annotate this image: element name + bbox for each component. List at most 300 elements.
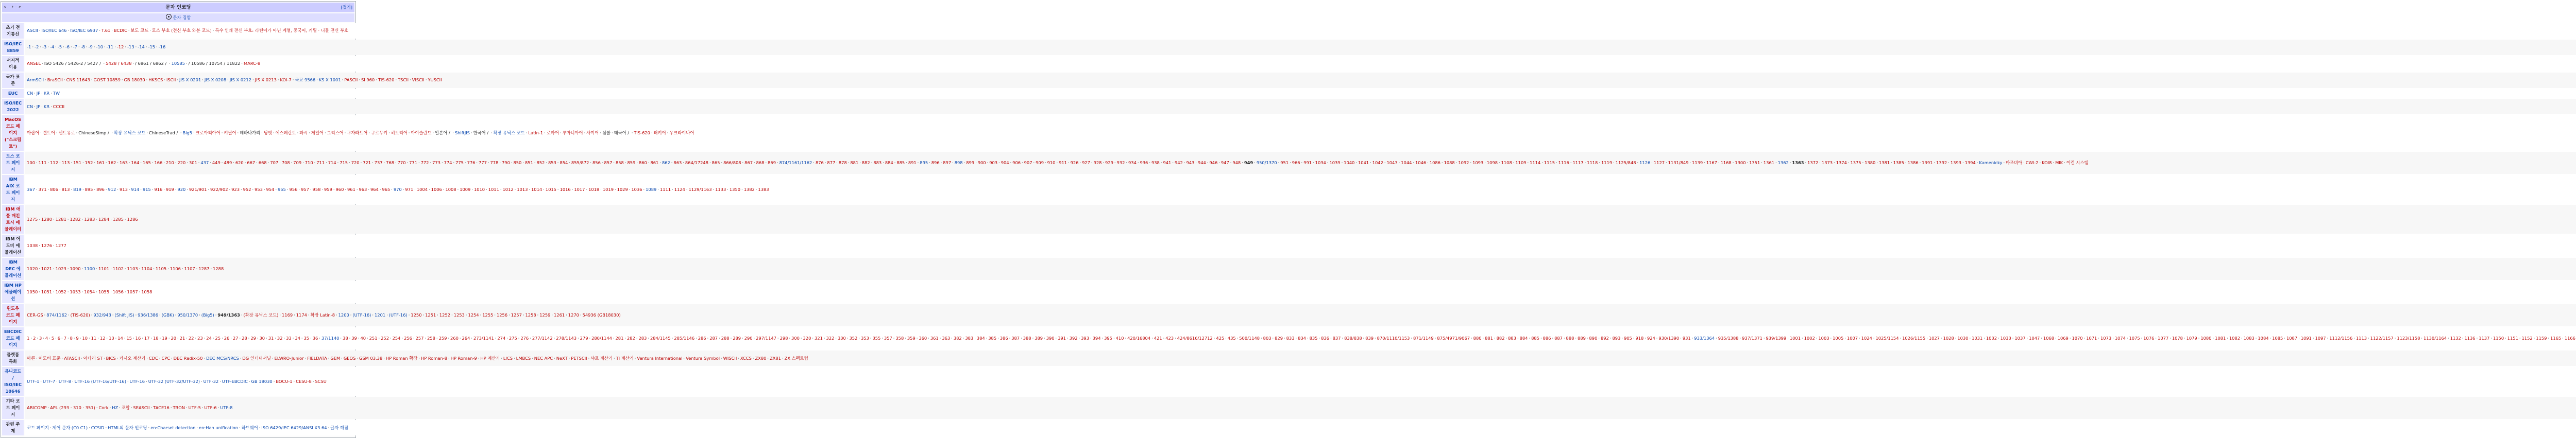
list-item-link[interactable]: 277/1142	[532, 336, 553, 341]
list-item-link[interactable]: 806	[50, 186, 58, 192]
list-item-link[interactable]: 1018	[588, 186, 600, 192]
list-item-link[interactable]: 382	[953, 336, 962, 341]
list-item-link[interactable]: 1259	[539, 312, 551, 318]
list-item-link[interactable]: 864/17248	[685, 160, 708, 166]
list-item-link[interactable]: 1074	[2114, 336, 2126, 341]
list-item-link[interactable]: 구르무키	[371, 130, 388, 136]
list-item-link[interactable]: 1103	[127, 266, 138, 272]
list-item-link[interactable]: 489	[224, 160, 232, 166]
list-item-link[interactable]: MIK	[2055, 160, 2063, 166]
list-item-link[interactable]: 4	[45, 336, 48, 341]
list-item-link[interactable]: 1131/849	[1668, 160, 1689, 166]
list-item-link[interactable]: 859	[627, 160, 636, 166]
list-item-link[interactable]: 1373	[1821, 160, 1833, 166]
list-item-link[interactable]: 953	[255, 186, 263, 192]
list-item-link[interactable]: DEC MCS/NRCS	[206, 355, 239, 361]
list-item-link[interactable]: 829	[1275, 336, 1283, 341]
list-item-link[interactable]: 881	[1485, 336, 1493, 341]
list-item-link[interactable]: 1037	[2014, 336, 2026, 341]
list-item-link[interactable]: 54936 (GB18030)	[582, 312, 621, 318]
list-item-link[interactable]: 1258	[525, 312, 536, 318]
list-item-link[interactable]: 280/1144	[591, 336, 612, 341]
list-item-link[interactable]: 884	[1519, 336, 1528, 341]
list-item-link[interactable]: 876	[815, 160, 824, 166]
vte-edit-link[interactable]: e	[19, 5, 22, 9]
list-item-link[interactable]: 952	[243, 186, 251, 192]
list-item-link[interactable]: 711	[316, 160, 325, 166]
list-item-link[interactable]: 10	[82, 336, 88, 341]
list-item-link[interactable]: 210	[165, 160, 174, 166]
list-item-link[interactable]: UTF-32 (UTF-32/UTF-32)	[148, 378, 200, 384]
list-item-link[interactable]: 1122/1157	[2370, 336, 2394, 341]
group-label[interactable]: ISO/IEC 2022	[2, 99, 24, 114]
list-item-link[interactable]: 1127	[1653, 160, 1665, 166]
list-item-link[interactable]: NEC APC	[534, 355, 553, 361]
list-item-link[interactable]: 1381	[1878, 160, 1890, 166]
list-item-link[interactable]: 1071	[2086, 336, 2097, 341]
list-item-link[interactable]: 1034	[1315, 160, 1326, 166]
group-label[interactable]: 도스 코드 페이지	[2, 152, 24, 174]
list-item-link[interactable]: 900	[977, 160, 986, 166]
list-item-link[interactable]: BICS	[106, 355, 116, 361]
list-item-link[interactable]: 944	[1197, 160, 1206, 166]
list-item-link[interactable]: 29	[250, 336, 256, 341]
list-item-link[interactable]: 1124	[674, 186, 685, 192]
list-item-link[interactable]: 320	[803, 336, 811, 341]
list-item-link[interactable]: 1117	[1572, 160, 1584, 166]
list-item-link[interactable]: 423	[1165, 336, 1174, 341]
list-item-link[interactable]: 905	[1623, 336, 1632, 341]
list-item-link[interactable]: 420/16804	[1127, 336, 1151, 341]
list-item-link[interactable]: 385	[988, 336, 997, 341]
list-item-link[interactable]: 394	[1092, 336, 1101, 341]
list-item-link[interactable]: JIS X 0212	[229, 77, 251, 83]
list-item-link[interactable]: 3	[39, 336, 42, 341]
list-item-link[interactable]: 1282	[70, 216, 81, 222]
list-item-link[interactable]: UTF-16 (UTF-16/UTF-16)	[74, 378, 126, 384]
list-item-link[interactable]: 국교 9566	[295, 77, 316, 83]
list-item-link[interactable]: 352	[849, 336, 858, 341]
list-item-link[interactable]: 21	[179, 336, 185, 341]
list-item-link[interactable]: 1020	[27, 266, 38, 272]
list-item-link[interactable]: 951	[1280, 160, 1289, 166]
list-item-link[interactable]: KR	[43, 91, 50, 96]
list-item-link[interactable]: 710	[304, 160, 313, 166]
list-item-link[interactable]: 1038	[27, 243, 38, 249]
list-item-link[interactable]: 289	[733, 336, 741, 341]
list-item-link[interactable]: 코드 페이지	[27, 425, 49, 430]
list-item-link[interactable]: 895	[84, 186, 93, 192]
list-item-link[interactable]: 360	[919, 336, 927, 341]
list-item-link[interactable]: 850	[513, 160, 522, 166]
list-item-link[interactable]: 923	[231, 186, 240, 192]
list-item-link[interactable]: 1083	[2243, 336, 2255, 341]
list-item-link[interactable]: 384	[976, 336, 985, 341]
list-item-link[interactable]: UTF-8	[58, 378, 71, 384]
list-item-link[interactable]: 737	[374, 160, 383, 166]
list-item-link[interactable]: 1047	[2029, 336, 2040, 341]
list-item-link[interactable]: 23	[197, 336, 203, 341]
list-item-link[interactable]: 1033	[2000, 336, 2011, 341]
list-item-link[interactable]: 776	[467, 160, 476, 166]
list-item-link[interactable]: GEOS	[343, 355, 356, 361]
list-item-link[interactable]: 772	[420, 160, 429, 166]
list-item-link[interactable]: 30	[259, 336, 265, 341]
vte-talk-link[interactable]: t	[11, 5, 14, 9]
list-item-link[interactable]: 912	[108, 186, 116, 192]
list-item-link[interactable]: 164	[131, 160, 140, 166]
list-item-link[interactable]: 13	[109, 336, 114, 341]
list-item-link[interactable]: 934	[1128, 160, 1137, 166]
list-item-link[interactable]: -13	[127, 44, 134, 50]
list-item-link[interactable]: 38	[343, 336, 348, 341]
list-item-link[interactable]: 8	[70, 336, 73, 341]
list-item-link[interactable]: 252	[381, 336, 389, 341]
list-item-link[interactable]: KOI8	[2042, 160, 2052, 166]
list-item-link[interactable]: 911	[1059, 160, 1067, 166]
list-item-link[interactable]: 363	[942, 336, 951, 341]
list-item-link[interactable]: 929	[1105, 160, 1113, 166]
list-item-link[interactable]: 1015	[545, 186, 556, 192]
list-item-link[interactable]: 1393	[1950, 160, 1961, 166]
list-item-link[interactable]: 1046	[1415, 160, 1427, 166]
list-item-link[interactable]: BraSCII	[47, 77, 63, 83]
list-item-link[interactable]: 1016	[560, 186, 571, 192]
list-item-link[interactable]: 885	[1531, 336, 1539, 341]
list-item-link[interactable]: 862	[662, 160, 670, 166]
list-item-link[interactable]: 모스 부호 (전신 부호 와분 코드)	[151, 28, 212, 33]
list-item-link[interactable]: 1105	[156, 266, 167, 272]
list-item-link[interactable]: 1023	[55, 266, 66, 272]
list-item-link[interactable]: 1107	[184, 266, 195, 272]
list-item-link[interactable]: 297/1147	[756, 336, 776, 341]
list-item-link[interactable]: UTF-32	[203, 378, 219, 384]
list-item-link[interactable]: HP Roman-8	[420, 355, 448, 361]
list-item-link[interactable]: 163	[120, 160, 128, 166]
list-item-link[interactable]: 943	[1186, 160, 1195, 166]
list-item-link[interactable]: 774	[444, 160, 452, 166]
list-item-link[interactable]: 1043	[1386, 160, 1398, 166]
list-item-link[interactable]: 1010	[473, 186, 485, 192]
list-item-link[interactable]: 그리스어	[327, 130, 344, 136]
list-item-link[interactable]: 948	[1232, 160, 1241, 166]
group-label[interactable]: EBCDIC 코드 페이지	[2, 327, 24, 349]
list-item-link[interactable]: 1277	[55, 243, 66, 249]
list-item-link[interactable]: Big5	[182, 130, 193, 136]
list-item-link[interactable]: 사미어	[586, 130, 599, 136]
list-item-link[interactable]: 1281	[55, 216, 66, 222]
list-item-link[interactable]: 어도비 표준	[38, 355, 61, 361]
list-item-link[interactable]: 851	[524, 160, 533, 166]
list-item-link[interactable]: PASCII	[344, 77, 358, 83]
list-item-link[interactable]: 1300	[1735, 160, 1746, 166]
list-item-link[interactable]: 1075	[2129, 336, 2140, 341]
list-item-link[interactable]: 391	[1058, 336, 1066, 341]
list-item-link[interactable]: 856	[592, 160, 601, 166]
list-item-link[interactable]: 특수 인쇄 전신 부호: 라틴어가 아닌 계열, 중국어, 키릴 · 니들 전신 부호	[215, 28, 349, 33]
list-item-link[interactable]: 파시	[299, 130, 308, 136]
list-item-link[interactable]: 24	[206, 336, 212, 341]
list-item-link[interactable]: 881	[850, 160, 859, 166]
list-item-link[interactable]: 424/8616/12712	[1177, 336, 1213, 341]
list-item-link[interactable]: 터키어	[653, 130, 666, 136]
list-item-link[interactable]: 285/1146	[674, 336, 695, 341]
list-item-link[interactable]: 40	[360, 336, 366, 341]
list-item-link[interactable]: 947	[1221, 160, 1229, 166]
list-item-link[interactable]: 1003	[1818, 336, 1829, 341]
list-item-link[interactable]: 1115	[1544, 160, 1555, 166]
list-item-link[interactable]: 956	[289, 186, 298, 192]
list-item-link[interactable]: 991	[1303, 160, 1312, 166]
list-item-link[interactable]: 1133	[715, 186, 726, 192]
list-item-link[interactable]: TI 계산기	[616, 355, 634, 361]
list-item-link[interactable]: 확장 Latin-8	[310, 312, 335, 318]
list-item-link[interactable]: 1090	[70, 266, 81, 272]
list-item-link[interactable]: 1102	[112, 266, 124, 272]
list-item-link[interactable]: 927	[1082, 160, 1090, 166]
list-item-link[interactable]: 258	[427, 336, 435, 341]
list-item-link[interactable]: 273/1141	[473, 336, 494, 341]
list-item-link[interactable]: -16	[158, 44, 166, 50]
list-item-link[interactable]: 1007	[1846, 336, 1858, 341]
list-item-link[interactable]: 조합	[121, 405, 130, 411]
list-item-link[interactable]: 278/1143	[556, 336, 577, 341]
list-item-link[interactable]: 889	[1578, 336, 1586, 341]
list-item-link[interactable]: 775	[455, 160, 464, 166]
list-item-link[interactable]: JIS X 0208	[204, 77, 227, 83]
list-item-link[interactable]: 1119	[1601, 160, 1613, 166]
list-item-link[interactable]: 162	[108, 160, 116, 166]
list-item-link[interactable]: 우크라이나어	[669, 130, 694, 136]
list-item-link[interactable]: 165	[143, 160, 151, 166]
list-item-link[interactable]: KR	[43, 103, 50, 109]
list-item-link[interactable]: 1082	[2229, 336, 2240, 341]
list-item-link[interactable]: 869	[768, 160, 776, 166]
list-item-link[interactable]: -10	[96, 44, 104, 50]
list-item-link[interactable]: BOCU-1	[276, 378, 293, 384]
list-item-link[interactable]: 1087	[2286, 336, 2298, 341]
list-item-link[interactable]: 875/4971/9067	[1437, 336, 1470, 341]
list-item-link[interactable]: 367	[27, 186, 35, 192]
list-item-link[interactable]: 256	[404, 336, 412, 341]
list-item-link[interactable]: 1372	[1807, 160, 1819, 166]
list-item-link[interactable]: HP 계산기	[480, 355, 500, 361]
list-item-link[interactable]: VISCII	[412, 77, 425, 83]
list-item-link[interactable]: -1	[27, 44, 31, 50]
list-item-link[interactable]: ELWRO-Junior	[274, 355, 304, 361]
list-item-link[interactable]: 386	[999, 336, 1008, 341]
list-item-link[interactable]: 152	[84, 160, 93, 166]
list-item-link[interactable]: 루마니아어	[562, 130, 583, 136]
list-item-link[interactable]: 777	[479, 160, 487, 166]
list-item-link[interactable]: 1374	[1836, 160, 1847, 166]
list-item-link[interactable]: 715	[340, 160, 348, 166]
list-item-link[interactable]: (GBK)	[161, 312, 174, 318]
list-item-link[interactable]: BCDIC	[113, 28, 127, 33]
list-item-link[interactable]: 834	[1298, 336, 1306, 341]
list-item-link[interactable]: 1394	[1964, 160, 1976, 166]
list-item-link[interactable]: 942	[1174, 160, 1183, 166]
list-item-link[interactable]: 1006	[431, 186, 442, 192]
list-item-link[interactable]: 17	[144, 336, 150, 341]
list-item-link[interactable]: 1174	[296, 312, 307, 318]
list-item-link[interactable]: 1004	[416, 186, 428, 192]
list-item-link[interactable]: 880	[1473, 336, 1482, 341]
list-item-link[interactable]: 1	[27, 336, 30, 341]
list-item-link[interactable]: 1076	[2143, 336, 2155, 341]
list-item-link[interactable]: 860	[638, 160, 647, 166]
list-item-link[interactable]: 918	[1635, 336, 1644, 341]
list-item-link[interactable]: ABICOMP	[27, 405, 47, 411]
list-item-link[interactable]: CNS 11643	[66, 77, 90, 83]
list-item-link[interactable]: 955	[278, 186, 286, 192]
list-item-link[interactable]: 1073	[2100, 336, 2112, 341]
list-item-link[interactable]: 435	[1227, 336, 1236, 341]
list-item-link[interactable]: 1382	[743, 186, 755, 192]
list-item-link[interactable]: 1287	[198, 266, 210, 272]
list-item-link[interactable]: 950/1370	[1256, 160, 1277, 166]
list-item-link[interactable]: 883	[1508, 336, 1516, 341]
list-item-link[interactable]: -12	[116, 44, 124, 50]
list-item-link[interactable]: KS X 1001	[318, 77, 341, 83]
list-item-link[interactable]: 32	[277, 336, 283, 341]
list-item-link[interactable]: -3	[42, 44, 47, 50]
list-item-link[interactable]: 1058	[141, 289, 152, 295]
list-item-link[interactable]: 950/1370	[177, 312, 198, 318]
list-item-link[interactable]: JP	[36, 103, 41, 109]
list-item-link[interactable]: 960	[335, 186, 344, 192]
list-item-link[interactable]: 884	[885, 160, 893, 166]
list-item-link[interactable]: 26	[224, 336, 230, 341]
list-item-link[interactable]: 1125/848	[1615, 160, 1636, 166]
list-item-link[interactable]: 958	[312, 186, 321, 192]
list-item-link[interactable]: 891	[908, 160, 917, 166]
list-item-link[interactable]: 924	[1647, 336, 1655, 341]
list-item-link[interactable]: 1030	[1957, 336, 1969, 341]
group-label[interactable]: ISO/IEC 8859	[2, 40, 24, 55]
list-item-link[interactable]: 708	[281, 160, 290, 166]
list-item-link[interactable]: 1029	[617, 186, 628, 192]
list-item-link[interactable]: 301	[189, 160, 197, 166]
list-item-link[interactable]: 887	[1554, 336, 1563, 341]
list-item-link[interactable]: 284/1145	[650, 336, 671, 341]
list-item-link[interactable]: 906	[1012, 160, 1021, 166]
list-item-link[interactable]: 1136	[2464, 336, 2476, 341]
list-item-link[interactable]: 920	[177, 186, 186, 192]
list-item-link[interactable]: 882	[1496, 336, 1505, 341]
list-item-link[interactable]: 1054	[84, 289, 95, 295]
list-item-link[interactable]: 971	[405, 186, 414, 192]
list-item-link[interactable]: 954	[266, 186, 275, 192]
list-item-link[interactable]: CDC	[148, 355, 158, 361]
list-item-link[interactable]: 321	[815, 336, 823, 341]
list-item-link[interactable]: GOST 10859	[93, 77, 121, 83]
list-item-link[interactable]: 34	[295, 336, 300, 341]
list-item-link[interactable]: 아이슬란드	[411, 130, 432, 136]
list-item-link[interactable]: FIELDATA	[307, 355, 327, 361]
list-item-link[interactable]: 330	[837, 336, 846, 341]
list-item-link[interactable]: 1011	[488, 186, 499, 192]
list-item-link[interactable]: 909	[1036, 160, 1044, 166]
list-item-link[interactable]: 1057	[127, 289, 138, 295]
list-item-link[interactable]: (확장 유닉스 코드)	[243, 312, 279, 318]
list-item-link[interactable]: 1261	[554, 312, 565, 318]
list-item-link[interactable]: 290	[744, 336, 753, 341]
list-item-link[interactable]: 1123/1158	[2397, 336, 2420, 341]
list-item-link[interactable]: KOI-7	[280, 77, 292, 83]
list-item-link[interactable]: (Big5)	[201, 312, 214, 318]
list-item-link[interactable]: 1254	[468, 312, 479, 318]
list-item-link[interactable]: 668	[258, 160, 267, 166]
list-item-link[interactable]: 1088	[1444, 160, 1455, 166]
list-item-link[interactable]: 279	[580, 336, 588, 341]
list-item-link[interactable]: 1051	[41, 289, 53, 295]
list-item-link[interactable]: 151	[73, 160, 81, 166]
list-item-link[interactable]: XCCS	[740, 355, 752, 361]
list-item-link[interactable]: 1012	[502, 186, 514, 192]
list-item-link[interactable]: LMBCS	[516, 355, 531, 361]
list-item-link[interactable]: 35	[303, 336, 310, 341]
list-item-link[interactable]: 874/1161/1162	[779, 160, 812, 166]
list-item-link[interactable]: SEASCII	[133, 405, 150, 411]
list-item-link[interactable]: 939/1399	[1766, 336, 1787, 341]
list-item-link[interactable]: 282	[627, 336, 635, 341]
list-item-link[interactable]: 1002	[1804, 336, 1815, 341]
list-item-link[interactable]: 구자라트어	[347, 130, 368, 136]
collapse-link[interactable]: [접기]	[341, 5, 352, 10]
list-item-link[interactable]: 930/1390	[1658, 336, 1680, 341]
list-item-link[interactable]: 933/1364	[1694, 336, 1715, 341]
list-item-link[interactable]: 1280	[41, 216, 53, 222]
list-item-link[interactable]: 1052	[55, 289, 66, 295]
list-item-link[interactable]: UTF-8	[220, 405, 233, 411]
list-item-link[interactable]: TRON	[173, 405, 185, 411]
list-item-link[interactable]: 1026/1155	[1902, 336, 1926, 341]
list-item-link[interactable]: 1276	[41, 243, 53, 249]
list-item-link[interactable]: 357	[884, 336, 892, 341]
list-item-link[interactable]: DG 인터내셔널	[242, 355, 271, 361]
list-item-link[interactable]: 893	[1612, 336, 1621, 341]
list-item-link[interactable]: ISO/IEC 646	[41, 28, 67, 33]
list-item-link[interactable]: 27	[232, 336, 239, 341]
list-item-link[interactable]: 1019	[602, 186, 614, 192]
group-label[interactable]: IBM AIX 코드 페이지	[2, 175, 24, 204]
list-item-link[interactable]: 11	[91, 336, 97, 341]
list-item-link[interactable]: 6	[57, 336, 61, 341]
list-item-link[interactable]: 863	[673, 160, 682, 166]
list-item-link[interactable]: 768	[386, 160, 395, 166]
list-item-link[interactable]: 크로아티아어	[195, 130, 221, 136]
list-item-link[interactable]: 914	[131, 186, 140, 192]
list-item-link[interactable]: 392	[1069, 336, 1078, 341]
vte-view-link[interactable]: v	[4, 5, 7, 9]
list-item-link[interactable]: 1150	[2493, 336, 2504, 341]
list-item-link[interactable]: 1097	[2315, 336, 2326, 341]
list-item-link[interactable]: 1032	[1986, 336, 1997, 341]
list-item-link[interactable]: HP Roman 확장	[385, 355, 418, 361]
list-item-link[interactable]: 1078	[2172, 336, 2183, 341]
list-item-link[interactable]: GB 18030	[251, 378, 273, 384]
list-item-link[interactable]: CN	[27, 91, 33, 96]
list-item-link[interactable]: 1151	[2507, 336, 2518, 341]
list-item-link[interactable]: 946	[1209, 160, 1218, 166]
list-item-link[interactable]: 1014	[531, 186, 543, 192]
list-item-link[interactable]: 322	[826, 336, 835, 341]
list-item-link[interactable]: 1013	[517, 186, 528, 192]
list-item-link[interactable]: UTF-16	[129, 378, 145, 384]
list-item-link[interactable]: 707	[270, 160, 279, 166]
list-item-link[interactable]: 865	[711, 160, 720, 166]
